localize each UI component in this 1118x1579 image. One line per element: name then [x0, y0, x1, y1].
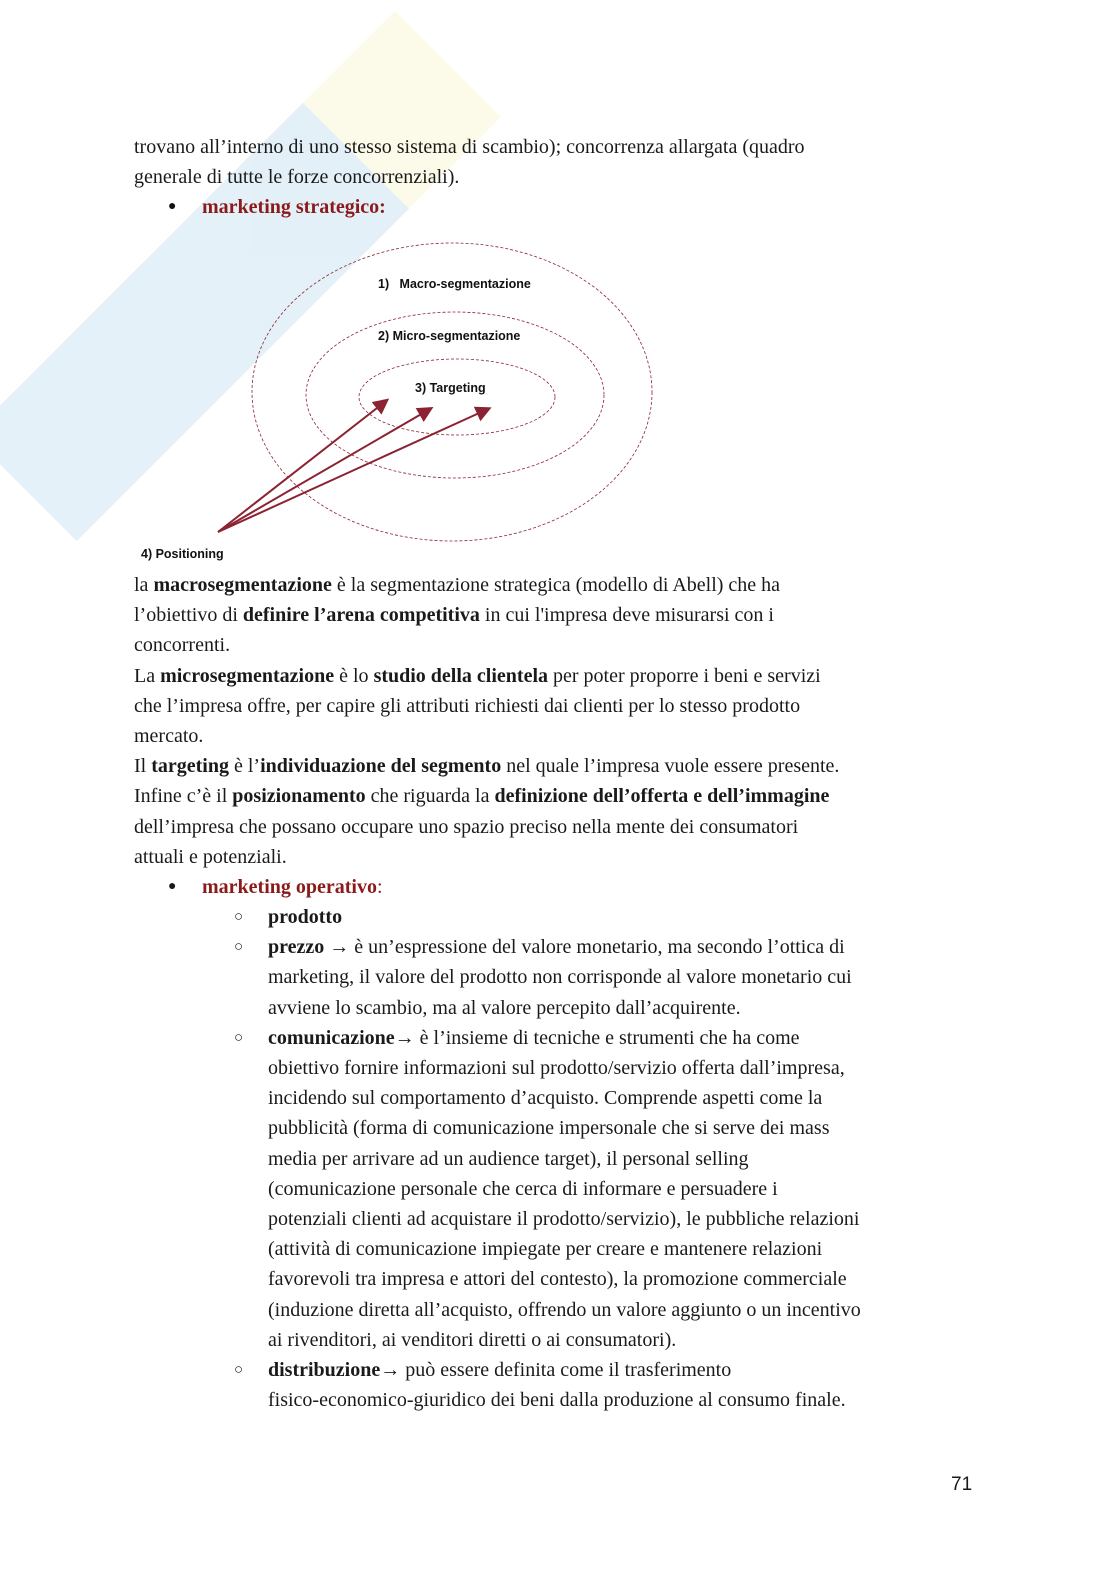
text: → è un’espressione del valore monetario, ma secondo l’ottica di [324, 936, 845, 959]
paragraph-line: obiettivo fornire informazioni sul prodotto/servizio offerta dall’impresa, [268, 1057, 845, 1079]
subbullet-prezzo [134, 932, 861, 962]
bullet-circle-icon: ○ [234, 909, 244, 926]
paragraph-line: pubblicità (forma di comunicazione impersonale che si serve dei mass [268, 1117, 830, 1140]
paragraph-line: potenziali clienti ad acquistare il prodotto/servizio), le pubbliche relazioni [268, 1207, 860, 1230]
bullet-dot-icon: ● [168, 878, 177, 894]
item-label: comunicazione [268, 1026, 395, 1049]
colon: : [376, 875, 383, 898]
subbullet-distribuzione [134, 1355, 861, 1385]
text: che riguarda la [365, 785, 495, 808]
paragraph-line: media per arrivare ad un audience target), il personal selling [268, 1147, 749, 1170]
item-label: distribuzione [268, 1358, 381, 1381]
page-number: 71 [951, 1474, 973, 1495]
paragraph-line [134, 661, 861, 691]
text: La [134, 664, 161, 687]
text: l’obiettivo di [134, 604, 243, 627]
label-positioning: 4) Positioning [141, 547, 224, 561]
label-macro: 1) Macro-segmentazione [378, 277, 531, 291]
paragraph-line: marketing, il valore del prodotto non corrisponde al valore monetario cui [268, 966, 852, 989]
paragraph-line: favorevoli tra impresa e attori del contesto), la promozione commerciale [268, 1268, 847, 1291]
text: Infine c’è il [134, 785, 233, 808]
bullet-dot-icon: ● [168, 199, 177, 215]
bullet-marketing-operativo [134, 872, 861, 902]
text: Il [134, 755, 152, 778]
paragraph-line: che l’impresa offre, per capire gli attributi richiesti dai clienti per lo stesso prodotto [134, 694, 801, 717]
paragraph-line: mercato. [134, 724, 204, 747]
arrow [218, 409, 430, 532]
intro-line: generale di tutte le forze concorrenziali). [134, 166, 460, 189]
bold-term: definire l’arena competitiva [242, 604, 480, 627]
paragraph-line [134, 751, 861, 781]
text: è lo [334, 664, 374, 687]
paragraph-line: attuali e potenziali. [134, 845, 287, 868]
bold-term: studio della clientela [373, 664, 549, 687]
item-label: prezzo [268, 936, 325, 959]
subbullet-comunicazione [134, 1023, 861, 1053]
bullet-circle-icon: ○ [234, 1361, 244, 1378]
text: in cui l'impresa deve misurarsi con i [479, 604, 774, 627]
section-heading: marketing operativo [202, 875, 377, 898]
bold-term: definizione dell’offerta e dell’immagine [494, 785, 830, 808]
text: è la segmentazione strategica (modello di Abell) che ha [331, 574, 781, 596]
paragraph-line: ai rivenditori, ai venditori diretti o ai consumatori). [268, 1328, 677, 1351]
paragraph-line [134, 570, 861, 600]
bullet-circle-icon: ○ [234, 939, 244, 956]
body-text [134, 570, 861, 1415]
bold-term: targeting [151, 755, 229, 778]
bold-term: individuazione del segmento [260, 755, 502, 778]
text: per poter proporre i beni e servizi [548, 664, 821, 687]
paragraph-line: (comunicazione personale che cerca di informare e persuadere i [268, 1177, 778, 1200]
text: è l’ [228, 755, 261, 778]
label-targeting: 3) Targeting [415, 381, 486, 395]
paragraph-line: (attività di comunicazione impiegate per creare e mantenere relazioni [268, 1238, 823, 1261]
subbullet-prodotto [134, 902, 861, 932]
paragraph-line: avviene lo scambio, ma al valore percepito dall’acquirente. [268, 996, 741, 1019]
bullet-circle-icon: ○ [234, 1029, 244, 1046]
intro-line: trovano all’interno di uno stesso sistema di scambio); concorrenza allargata (quadro [134, 136, 805, 158]
paragraph-line: fisico-economico-giuridico dei beni dalla produzione al consumo finale. [268, 1389, 846, 1412]
bold-term: posizionamento [232, 785, 366, 808]
paragraph-line: concorrenti. [134, 634, 231, 657]
bold-term: microsegmentazione [160, 664, 335, 687]
paragraph-line: dell’impresa che possano occupare uno spazio preciso nella mente dei consumatori [134, 815, 799, 838]
paragraph-line [134, 781, 861, 811]
paragraph-line: incidendo sul comportamento d’acquisto. Comprende aspetti come la [268, 1087, 823, 1110]
text: nel quale l’impresa vuole essere presente. [501, 755, 840, 778]
bold-term: macrosegmentazione [153, 574, 332, 596]
section-heading: marketing strategico: [202, 196, 386, 219]
text: → può essere definita come il trasferimento [380, 1358, 732, 1381]
paragraph-line [134, 600, 861, 630]
text: la [134, 574, 154, 596]
item-label: prodotto [268, 906, 343, 929]
paragraph-line: (induzione diretta all’acquisto, offrendo un valore aggiunto o un incentivo [268, 1298, 861, 1321]
text: → è l’insieme di tecniche e strumenti che ha come [394, 1026, 800, 1049]
label-micro: 2) Micro-segmentazione [378, 329, 521, 343]
segmentation-diagram [0, 0, 1118, 580]
